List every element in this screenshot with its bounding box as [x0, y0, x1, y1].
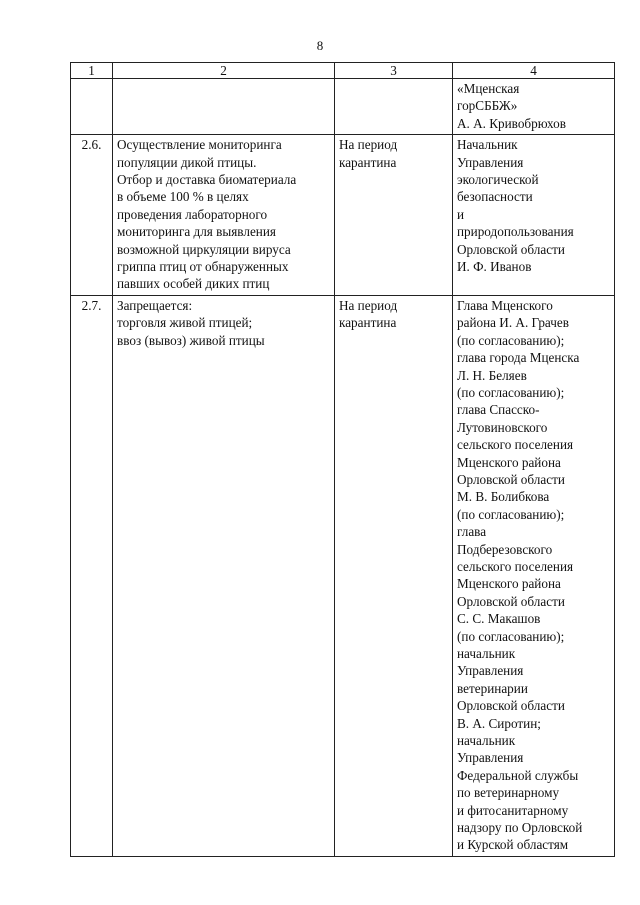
- responsible-cell-line: (по согласованию);: [457, 332, 565, 348]
- page-number: 8: [316, 38, 324, 53]
- responsible-cell-line: глава: [457, 524, 487, 540]
- measure-cell: [113, 295, 335, 856]
- responsible-cell-line: природопользования: [457, 224, 574, 240]
- responsible-cell-line: Орловской области: [457, 593, 565, 609]
- responsible-cell-line: Начальник: [457, 137, 518, 153]
- measure-cell-line: гриппа птиц от обнаруженных: [117, 259, 289, 275]
- responsible-cell-line: Глава Мценского: [457, 297, 553, 313]
- period-cell-line: На период: [339, 297, 398, 313]
- column-header: 4: [453, 63, 615, 79]
- measure-cell-line: в объеме 100 % в целях: [117, 189, 249, 205]
- responsible-cell-line: Орловской области: [457, 698, 565, 714]
- responsible-cell-line: А. А. Кривобрюхов: [457, 115, 566, 131]
- responsible-cell-line: ветеринарии: [457, 680, 528, 696]
- responsible-cell-line: глава города Мценска: [457, 350, 580, 366]
- responsible-cell-line: Управления: [457, 750, 524, 766]
- responsible-cell-line: И. Ф. Иванов: [457, 259, 532, 275]
- responsible-cell-line: Федеральной службы: [457, 767, 579, 783]
- responsible-cell-line: сельского поселения: [457, 437, 574, 453]
- responsible-cell-line: Мценского района: [457, 576, 561, 592]
- table-row: [71, 135, 615, 296]
- table-row: [71, 79, 615, 135]
- responsible-cell: [453, 79, 615, 135]
- responsible-cell-line: и фитосанитарному: [457, 802, 569, 818]
- responsible-cell-line: Орловской области: [457, 471, 565, 487]
- period-cell-line: На период: [339, 137, 398, 153]
- responsible-cell-line: Управления: [457, 663, 524, 679]
- responsible-cell-line: экологической: [457, 172, 539, 188]
- measure-cell-line: проведения лабораторного: [117, 206, 268, 222]
- responsible-cell: [453, 135, 615, 296]
- responsible-cell-line: и Курской областям: [457, 837, 569, 853]
- item-number: 2.6.: [71, 135, 113, 296]
- responsible-cell-line: района И. А. Грачев: [457, 315, 569, 331]
- measure-cell: [113, 79, 335, 135]
- responsible-cell-line: и: [457, 206, 465, 222]
- measure-cell-line: торговля живой птицей;: [117, 315, 253, 331]
- measure-cell-line: Осуществление мониторинга: [117, 137, 282, 153]
- period-cell-line: карантина: [339, 154, 397, 170]
- table-header-row: [71, 63, 615, 79]
- responsible-cell-line: горСББЖ»: [457, 98, 518, 114]
- responsible-cell-line: по ветеринарному: [457, 785, 560, 801]
- period-cell: [335, 295, 453, 856]
- responsible-cell-line: Управления: [457, 154, 524, 170]
- responsible-cell-line: С. С. Макашов: [457, 611, 541, 627]
- responsible-cell-line: М. В. Болибкова: [457, 489, 550, 505]
- responsible-cell: [453, 295, 615, 856]
- item-number: [71, 79, 113, 135]
- measure-cell-line: Запрещается:: [117, 297, 193, 313]
- measure-cell-line: возможной циркуляции вируса: [117, 241, 291, 257]
- responsible-cell-line: (по согласованию);: [457, 628, 565, 644]
- measure-cell-line: ввоз (вывоз) живой птицы: [117, 332, 265, 348]
- responsible-cell-line: глава Спасско-: [457, 402, 540, 418]
- column-header: 1: [71, 63, 113, 79]
- column-header: 3: [335, 63, 453, 79]
- responsible-cell-line: Орловской области: [457, 241, 565, 257]
- responsible-cell-line: безопасности: [457, 189, 533, 205]
- measure-cell-line: павших особей диких птиц: [117, 276, 270, 292]
- responsible-cell-line: Мценского района: [457, 454, 561, 470]
- item-number: 2.7.: [71, 295, 113, 856]
- measure-cell-line: мониторинга для выявления: [117, 224, 276, 240]
- responsible-cell-line: сельского поселения: [457, 558, 574, 574]
- responsible-cell-line: начальник: [457, 733, 516, 749]
- period-cell: [335, 135, 453, 296]
- responsible-cell-line: (по согласованию);: [457, 384, 565, 400]
- responsible-cell-line: Л. Н. Беляев: [457, 367, 527, 383]
- period-cell: [335, 79, 453, 135]
- column-header: 2: [113, 63, 335, 79]
- measure-cell: [113, 135, 335, 296]
- measures-table: [70, 62, 615, 857]
- measure-cell-line: популяции дикой птицы.: [117, 154, 257, 170]
- responsible-cell-line: надзору по Орловской: [457, 820, 583, 836]
- responsible-cell-line: Лутовиновского: [457, 419, 548, 435]
- responsible-cell-line: В. А. Сиротин;: [457, 715, 541, 731]
- responsible-cell-line: «Мценская: [457, 81, 520, 96]
- period-cell-line: карантина: [339, 315, 397, 331]
- responsible-cell-line: Подберезовского: [457, 541, 553, 557]
- measure-cell-line: Отбор и доставка биоматериала: [117, 172, 297, 188]
- responsible-cell-line: начальник: [457, 646, 516, 661]
- responsible-cell-line: (по согласованию);: [457, 506, 565, 522]
- table-row: [71, 295, 615, 856]
